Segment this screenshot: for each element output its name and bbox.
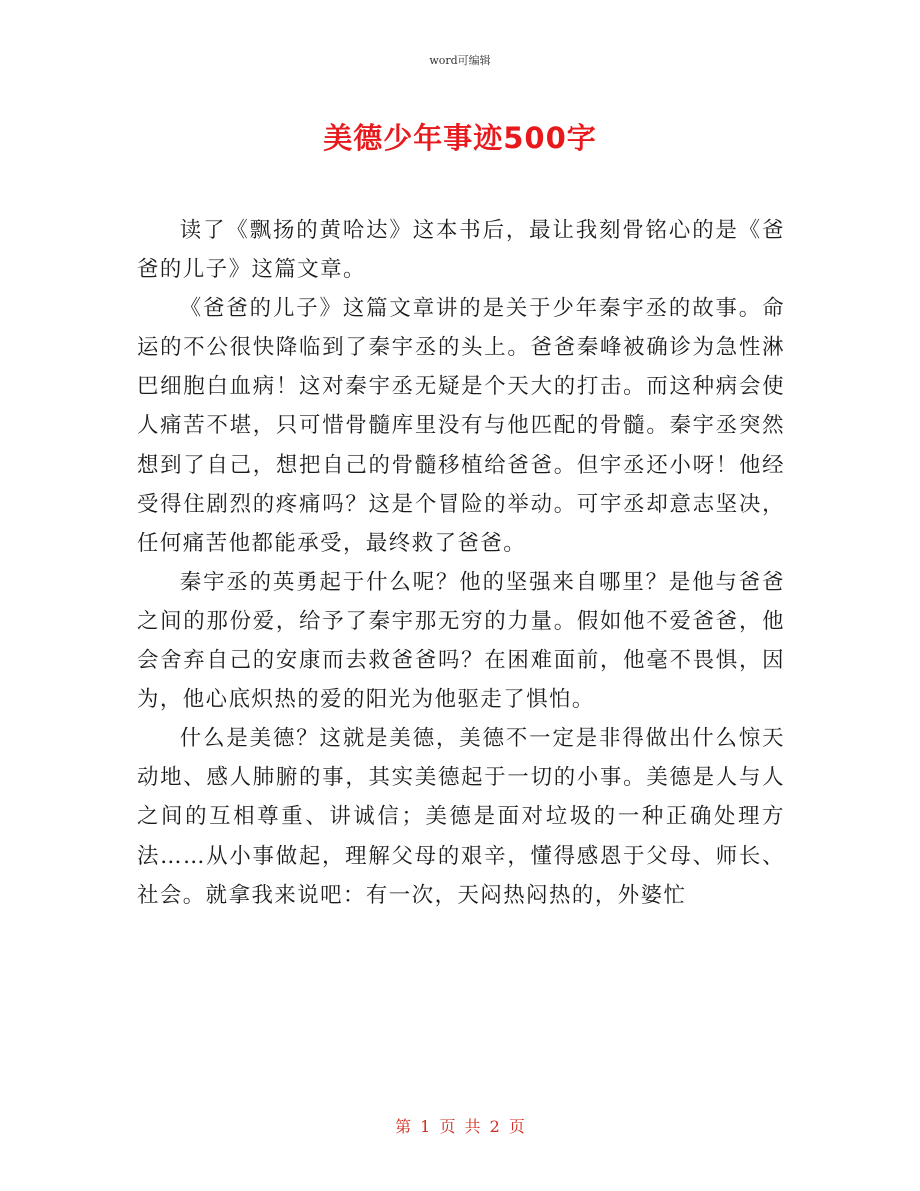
- paragraph-1: 读了《飘扬的黄哈达》这本书后，最让我刻骨铭心的是《爸爸的儿子》这篇文章。: [137, 218, 785, 283]
- page-number-footer: 第 1 页 共 2 页: [395, 1117, 525, 1136]
- document-body: [137, 211, 785, 915]
- paragraph-4: 什么是美德？这就是美德，美德不一定是非得做出什么惊天动地、感人肺腑的事，其实美德起于一切的小事。美德是人与人之间的互相尊重、讲诚信；美德是面对垃圾的一种正确处理方法……从小事做起，理解父母的艰辛，懂得感恩于父母、师长、社会。就拿我来说吧：有一次，天闷热闷热的，外婆忙: [137, 726, 785, 908]
- paragraph-2: 《爸爸的儿子》这篇文章讲的是关于少年秦宇丞的故事。命运的不公很快降临到了秦宇丞的头上。爸爸秦峰被确诊为急性淋巴细胞白血病！这对秦宇丞无疑是个天大的打击。而这种病会使人痛苦不堪，只可惜骨髓库里没有与他匹配的骨髓。秦宇丞突然想到了自己，想把自己的骨髓移植给爸爸。但宇丞还小呀！他经受得住剧烈的疼痛吗？这是个冒险的举动。可宇丞却意志坚决，任何痛苦他都能承受，最终救了爸爸。: [137, 296, 785, 556]
- header-note: word可编辑: [429, 54, 491, 67]
- document-title: 美德少年事迹500字: [323, 121, 597, 155]
- paragraph-3: 秦宇丞的英勇起于什么呢？他的坚强来自哪里？是他与爸爸之间的那份爱，给予了秦宇那无穷的力量。假如他不爱爸爸，他会舍弃自己的安康而去救爸爸吗？在困难面前，他毫不畏惧，因为，他心底炽热的爱的阳光为他驱走了惧怕。: [137, 569, 785, 713]
